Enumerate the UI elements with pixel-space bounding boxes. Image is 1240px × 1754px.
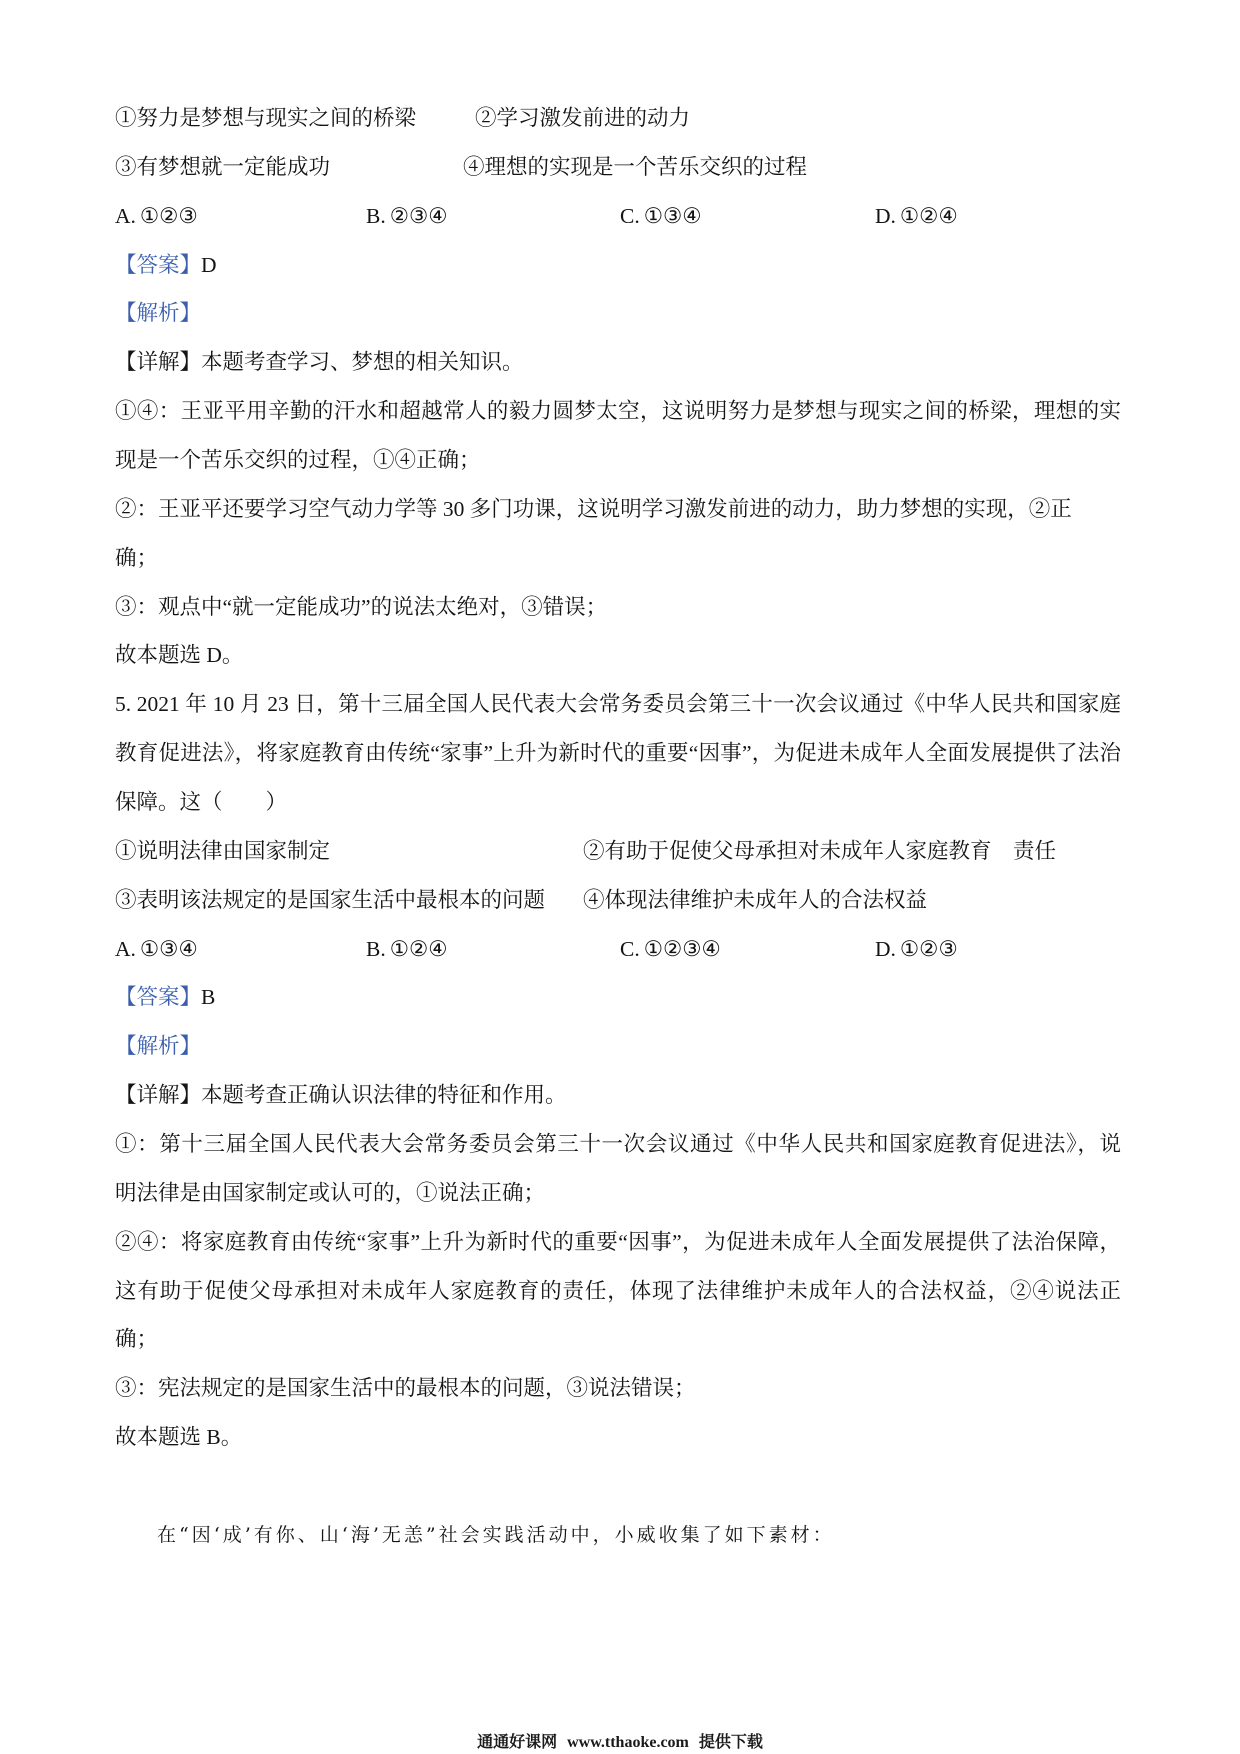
detail-label: 【详解】 <box>115 350 202 375</box>
q5-stem-line: 保障。这（ ） <box>115 790 288 815</box>
q5-explanation-line: 确； <box>115 1327 159 1352</box>
analysis-label: 【解析】 <box>115 1034 202 1059</box>
q4-option-b <box>366 192 448 241</box>
option-letter: C. <box>620 936 640 961</box>
option-value: ①③④ <box>139 936 198 961</box>
q5-statement-1: ①说明法律由国家制定 <box>115 838 331 863</box>
q5-explanation-line: 明法律是由国家制定或认可的，①说法正确； <box>115 1180 546 1205</box>
q5-explanation-line: ①：第十三届全国人民代表大会常务委员会第三十一次会议通过《中华人民共和国家庭教育促进法》，说 <box>115 1132 1121 1157</box>
q4-statement-4: ④理想的实现是一个苦乐交织的过程 <box>463 154 808 179</box>
q4-explanation-line: 确； <box>115 545 159 570</box>
q4-statement-1: ①努力是梦想与现实之间的桥梁 <box>115 106 417 130</box>
answer-label: 【答案】 <box>115 985 202 1010</box>
q5-stem-line: 教育促进法》，将家庭教育由传统“家事”上升为新时代的重要“因事”，为促进未成年人全面发展提供了法治 <box>115 741 1121 766</box>
footer-site-name: 通通好课网 <box>477 1734 558 1751</box>
q5-option-d <box>875 925 958 974</box>
q5-statements-row-2 <box>115 876 1126 925</box>
q5-statement-3: ③表明该法规定的是国家生活中最根本的问题 <box>115 887 546 912</box>
footer-url: www.tthaoke.com <box>567 1734 689 1751</box>
q5-conclusion: 故本题选 B。 <box>115 1425 243 1450</box>
q4-option-a <box>115 192 198 241</box>
q5-explanation-line: ②④：将家庭教育由传统“家事”上升为新时代的重要“因事”，为促进未成年人全面发展提供了法治保障， <box>115 1229 1121 1254</box>
q5-explanation-line: ③：宪法规定的是国家生活中的最根本的问题，③说法错误； <box>115 1376 696 1401</box>
option-letter: D. <box>875 936 896 961</box>
option-value: ①②④ <box>389 936 448 961</box>
option-letter: A. <box>115 936 136 961</box>
q4-analysis <box>115 289 1126 338</box>
q4-statement-3: ③有梦想就一定能成功 <box>115 154 331 179</box>
q4-explanation-line: ③：观点中“就一定能成功”的说法太绝对，③错误； <box>115 594 608 619</box>
q5-statement-2: ②有助于促使父母承担对未成年人家庭教育 责任 <box>583 838 1057 863</box>
q4-answer <box>115 241 1126 290</box>
option-value: ①②④ <box>899 203 958 228</box>
q4-statements-row-1 <box>115 94 1126 143</box>
q4-detail <box>115 338 1126 387</box>
option-letter: B. <box>366 936 386 961</box>
q4-statement-2: ②学习激发前进的动力 <box>475 106 691 130</box>
q5-statements-row-1 <box>115 827 1126 876</box>
document-body <box>115 94 1126 1560</box>
q5-explanation-line: 这有助于促使父母承担对未成年人家庭教育的责任，体现了法律维护未成年人的合法权益，②④说法正 <box>115 1278 1121 1303</box>
option-value: ①②③ <box>139 203 198 228</box>
q4-explanation-line: ①④：王亚平用辛勤的汗水和超越常人的毅力圆梦太空，这说明努力是梦想与现实之间的桥梁，理想的实 <box>115 399 1121 424</box>
q4-statements-row-2 <box>115 143 1126 192</box>
q4-option-c <box>620 192 702 241</box>
q5-stem-line: 5. 2021 年 10 月 23 日，第十三届全国人民代表大会常务委员会第三十一次会议通过《中华人民共和国家庭 <box>115 692 1121 717</box>
page-footer <box>0 1733 1240 1753</box>
option-value: ①②③ <box>899 936 958 961</box>
q5-detail <box>115 1071 1126 1120</box>
q4-options <box>115 192 1126 241</box>
q4-explanation-line: 现是一个苦乐交织的过程，①④正确； <box>115 448 481 473</box>
detail-text: 本题考查学习、梦想的相关知识。 <box>201 350 524 375</box>
option-letter: B. <box>366 203 386 228</box>
answer-value: D <box>201 252 217 277</box>
footer-suffix: 提供下载 <box>698 1734 763 1751</box>
q5-options <box>115 925 1126 974</box>
q5-answer <box>115 973 1126 1022</box>
detail-label: 【详解】 <box>115 1083 202 1108</box>
option-letter: A. <box>115 203 136 228</box>
q5-option-a <box>115 925 198 974</box>
q5-option-c <box>620 925 721 974</box>
q4-option-d <box>875 192 958 241</box>
answer-value: B <box>201 985 216 1010</box>
q5-option-b <box>366 925 448 974</box>
q5-analysis <box>115 1022 1126 1071</box>
option-letter: C. <box>620 203 640 228</box>
analysis-label: 【解析】 <box>115 301 202 326</box>
option-letter: D. <box>875 203 896 228</box>
q5-statement-4: ④体现法律维护未成年人的合法权益 <box>583 887 928 912</box>
material-intro: 在“因‘成’有你、山‘海’无恙”社会实践活动中，小威收集了如下素材： <box>157 1523 835 1546</box>
option-value: ①②③④ <box>643 936 721 961</box>
q4-conclusion: 故本题选 D。 <box>115 643 244 668</box>
option-value: ②③④ <box>389 203 448 228</box>
answer-label: 【答案】 <box>115 252 202 277</box>
option-value: ①③④ <box>643 203 702 228</box>
q4-explanation-line: ②：王亚平还要学习空气动力学等 30 多门功课，这说明学习激发前进的动力，助力梦想的实现，②正 <box>115 496 1072 521</box>
detail-text: 本题考查正确认识法律的特征和作用。 <box>201 1083 567 1108</box>
